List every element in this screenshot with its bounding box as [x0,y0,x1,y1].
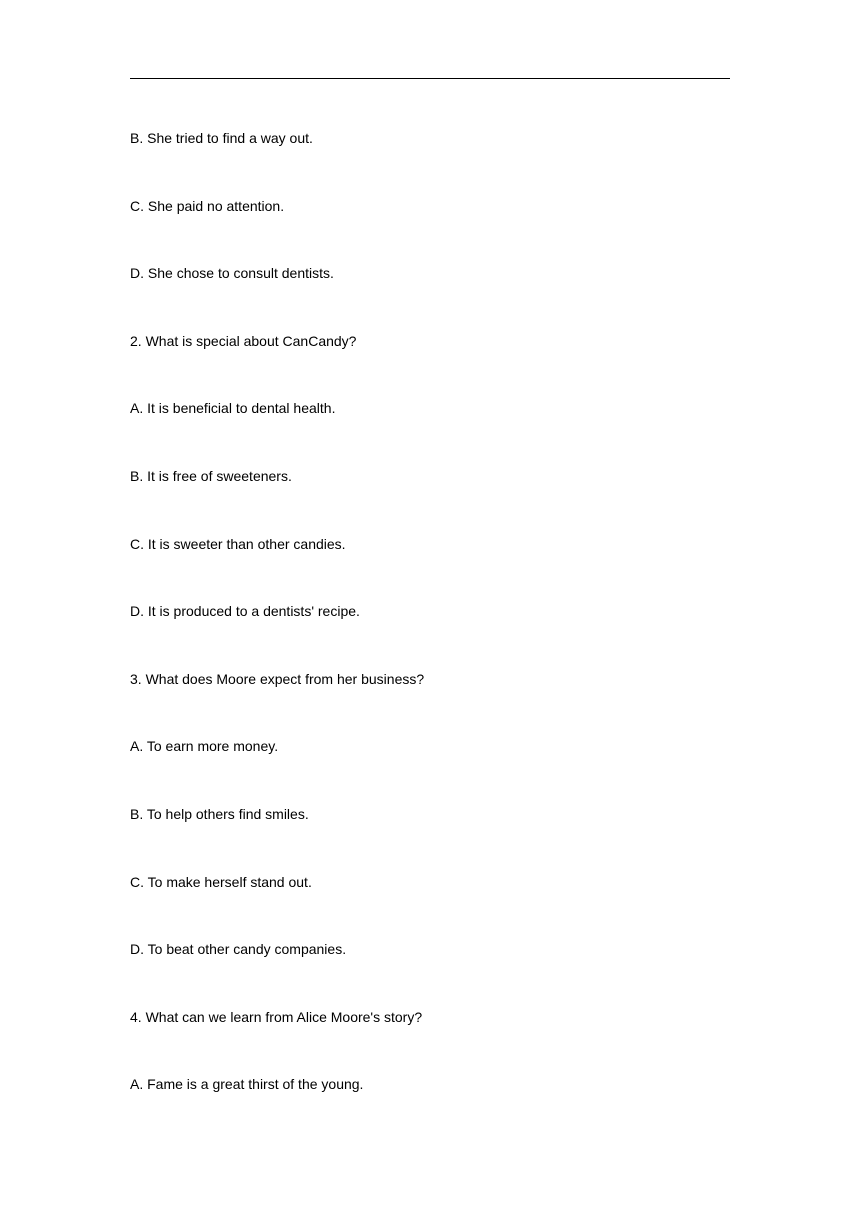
question-3: 3. What does Moore expect from her business? [130,670,425,687]
option-4a: A. Fame is a great thirst of the young. [130,1076,364,1093]
question-2: 2. What is special about CanCandy? [130,332,357,349]
option-1d: D. She chose to consult dentists. [130,265,334,282]
option-3a: A. To earn more money. [130,738,279,755]
option-1c: C. She paid no attention. [130,197,285,214]
document-body [130,128,730,1142]
option-2c: C. It is sweeter than other candies. [130,535,346,552]
header-rule [130,78,730,79]
option-3d: D. To beat other candy companies. [130,941,347,958]
option-1b: B. She tried to find a way out. [130,130,313,146]
option-3b: B. To help others find smiles. [130,805,309,822]
option-3c: C. To make herself stand out. [130,873,312,890]
option-2b: B. It is free of sweeteners. [130,467,292,484]
question-4: 4. What can we learn from Alice Moore's story? [130,1008,423,1025]
option-2a: A. It is beneficial to dental health. [130,400,336,417]
option-2d: D. It is produced to a dentists' recipe. [130,603,360,620]
